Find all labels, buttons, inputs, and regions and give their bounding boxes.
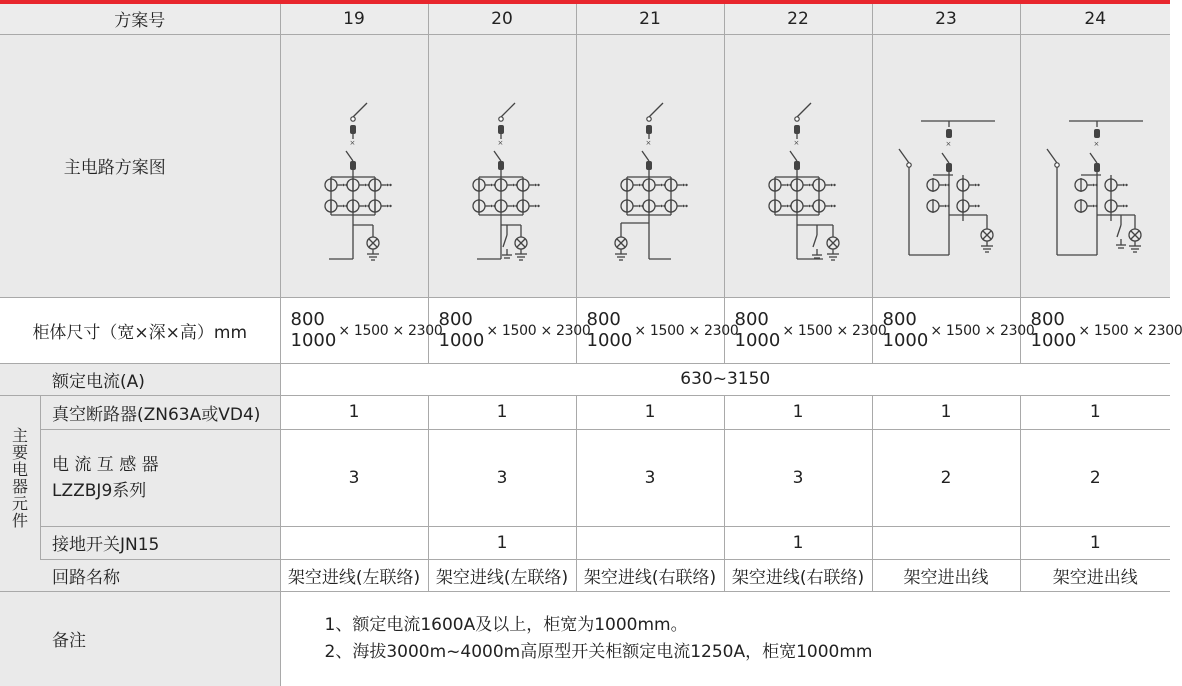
group-label: 主要电器元件 xyxy=(11,425,28,530)
earthing-value: 1 xyxy=(428,526,576,559)
diagram-cell-19 xyxy=(280,34,428,297)
ct-value: 3 xyxy=(428,429,576,526)
svg-text:×: × xyxy=(793,138,799,147)
scheme-23: 23 xyxy=(872,4,1020,34)
breaker-label: 真空断路器(ZN63A或VD4) xyxy=(52,404,261,425)
size-width-1: 800 xyxy=(438,309,473,330)
size-width-2: 1000 xyxy=(882,330,929,351)
size-depth-height: × 1500 × 2300 xyxy=(634,323,739,339)
earthing-value xyxy=(576,526,724,559)
circuit-row xyxy=(0,559,1170,591)
size-width-2: 1000 xyxy=(1030,330,1077,351)
size-row xyxy=(0,297,1170,363)
size-width-1: 800 xyxy=(734,309,769,330)
circuit-value: 架空进出线 xyxy=(872,559,1020,591)
diagram-row xyxy=(0,34,1170,297)
size-depth-height: × 1500 × 2300 xyxy=(930,323,1035,339)
size-width-2: 1000 xyxy=(586,330,633,351)
circuit-label: 回路名称 xyxy=(0,559,280,591)
earthing-value: 1 xyxy=(1020,526,1170,559)
earthing-row xyxy=(0,526,1170,559)
size-width-1: 800 xyxy=(1030,309,1065,330)
size-depth-height: × 1500 × 2300 xyxy=(486,323,591,339)
diagram-label: 主电路方案图 xyxy=(0,34,280,297)
notes-label: 备注 xyxy=(0,591,280,686)
breaker-value: 1 xyxy=(428,395,576,429)
circuit-value: 架空进出线 xyxy=(1020,559,1170,591)
diagram-cell-20 xyxy=(428,34,576,297)
size-width-2: 1000 xyxy=(290,330,337,351)
size-width-2: 1000 xyxy=(734,330,781,351)
scheme-20: 20 xyxy=(428,4,576,34)
ct-label-line-1: 电 流 互 感 器 xyxy=(52,454,159,475)
circuit-value: 架空进线(右联络) xyxy=(576,559,724,591)
current-value: 630~3150 xyxy=(280,363,1170,395)
svg-text:×: × xyxy=(349,138,355,147)
svg-text:×: × xyxy=(645,138,651,147)
breaker-value: 1 xyxy=(280,395,428,429)
ct-value: 3 xyxy=(724,429,872,526)
breaker-value: 1 xyxy=(1020,395,1170,429)
size-width-1: 800 xyxy=(882,309,917,330)
size-cell xyxy=(1020,297,1182,363)
ct-label xyxy=(0,429,280,526)
breaker-value: 1 xyxy=(872,395,1020,429)
size-label: 柜体尺寸（宽×深×高）mm xyxy=(0,297,280,363)
size-depth-height: × 1500 × 2300 xyxy=(1078,323,1182,339)
ct-value: 2 xyxy=(872,429,1020,526)
notes-content xyxy=(280,591,1170,686)
breaker-value: 1 xyxy=(724,395,872,429)
diagram-cell-21 xyxy=(576,34,724,297)
size-cell xyxy=(872,297,1035,363)
scheme-19: 19 xyxy=(280,4,428,34)
diagram-cell-22 xyxy=(724,34,872,297)
size-cell xyxy=(280,297,443,363)
circuit-diagram-19-icon xyxy=(281,35,429,297)
size-width-2: 1000 xyxy=(438,330,485,351)
diagram-cell-23 xyxy=(872,34,1020,297)
diagram-cell-24 xyxy=(1020,34,1170,297)
note-1: 1、额定电流1600A及以上，柜宽为1000mm。 xyxy=(324,614,688,635)
circuit-value: 架空进线(左联络) xyxy=(428,559,576,591)
ct-value: 3 xyxy=(280,429,428,526)
current-label: 额定电流(A) xyxy=(0,363,280,395)
scheme-22: 22 xyxy=(724,4,872,34)
notes-row xyxy=(0,591,1170,686)
circuit-value: 架空进线(左联络) xyxy=(280,559,428,591)
ct-value: 3 xyxy=(576,429,724,526)
earthing-value: 1 xyxy=(724,526,872,559)
earthing-label: 接地开关JN15 xyxy=(0,526,280,559)
size-depth-height: × 1500 × 2300 xyxy=(338,323,443,339)
header-row xyxy=(0,4,1170,34)
ct-row xyxy=(0,429,1170,526)
size-width-1: 800 xyxy=(290,309,325,330)
note-2: 2、海拔3000m~4000m高原型开关柜额定电流1250A，柜宽1000mm xyxy=(324,641,873,662)
ct-value: 2 xyxy=(1020,429,1170,526)
circuit-diagram-23-icon xyxy=(873,35,1021,297)
group-label-cell xyxy=(0,396,41,560)
circuit-diagram-22-icon xyxy=(725,35,873,297)
circuit-value: 架空进线(右联络) xyxy=(724,559,872,591)
scheme-24: 24 xyxy=(1020,4,1170,34)
scheme-21: 21 xyxy=(576,4,724,34)
svg-text:×: × xyxy=(497,138,503,147)
earthing-value xyxy=(872,526,1020,559)
breaker-row xyxy=(0,395,1170,429)
circuit-diagram-20-icon xyxy=(429,35,577,297)
earthing-value xyxy=(280,526,428,559)
size-cell xyxy=(724,297,887,363)
breaker-value: 1 xyxy=(576,395,724,429)
scheme-number-label: 方案号 xyxy=(0,4,280,34)
circuit-diagram-21-icon xyxy=(577,35,725,297)
scheme-table xyxy=(0,4,1182,686)
size-cell xyxy=(576,297,739,363)
size-depth-height: × 1500 × 2300 xyxy=(782,323,887,339)
svg-text:×: × xyxy=(945,139,951,148)
size-cell xyxy=(428,297,591,363)
size-width-1: 800 xyxy=(586,309,621,330)
ct-label-line-2: LZZBJ9系列 xyxy=(52,480,147,501)
svg-text:×: × xyxy=(1093,139,1099,148)
current-row xyxy=(0,363,1170,395)
circuit-diagram-24-icon xyxy=(1021,35,1171,297)
